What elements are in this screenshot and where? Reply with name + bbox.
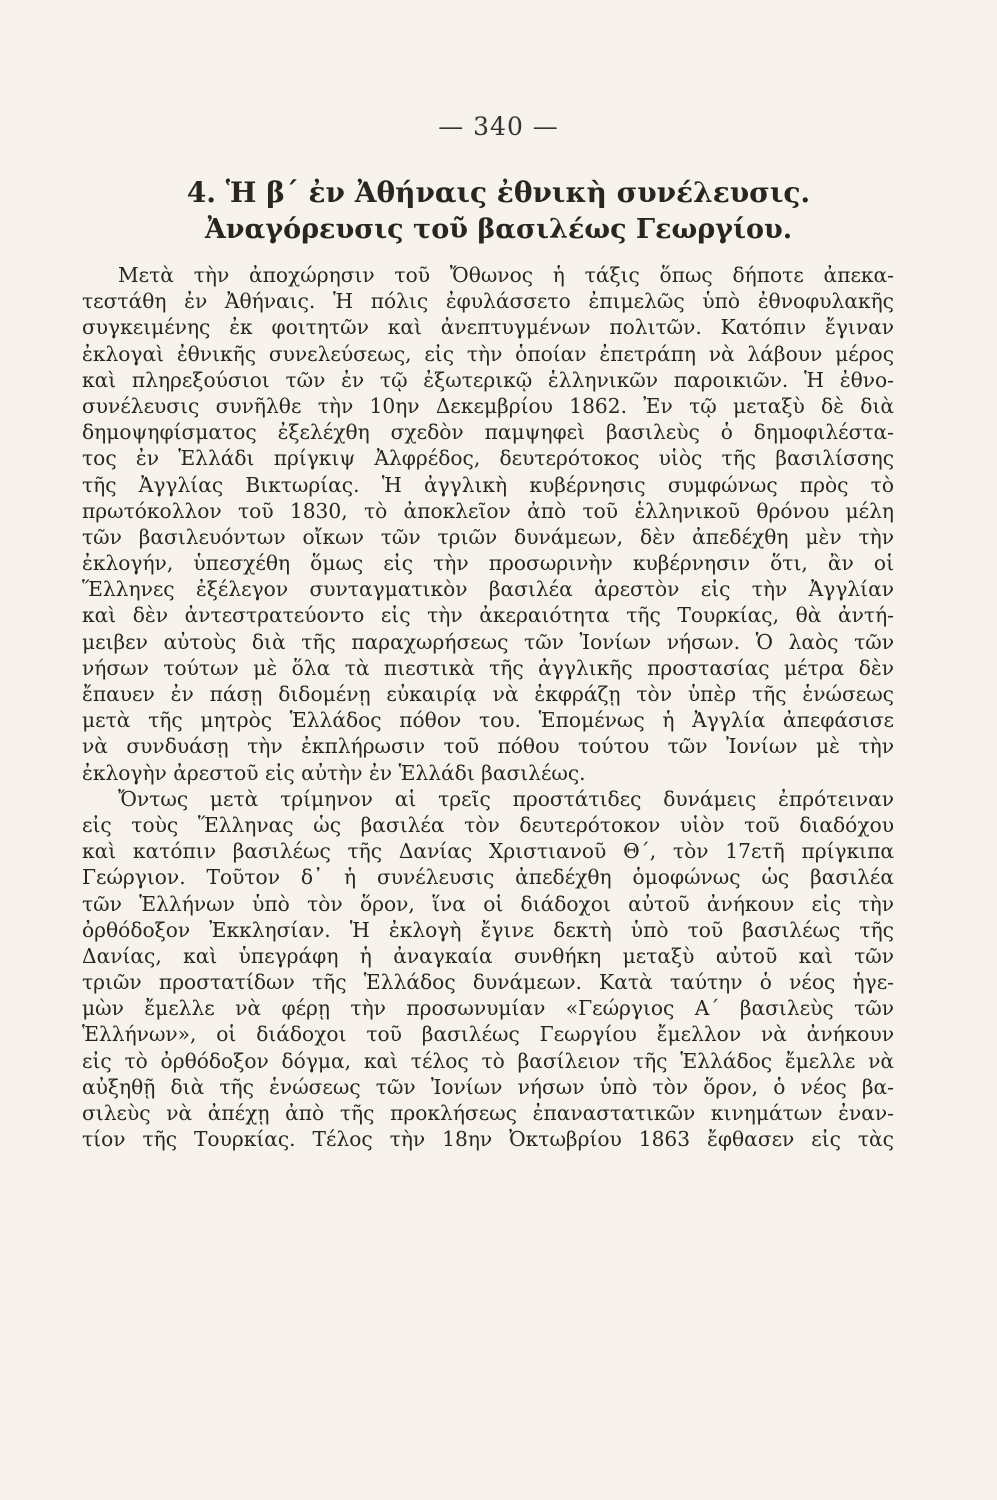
text-line: μετὰ τῆς μητρὸς Ἑλλάδος πόθον του. Ἑπομένως ἡ Ἀγγλία ἀπεφάσισε [82,708,894,733]
text-line: Δανίας, καὶ ὑπεγράφη ἡ ἀναγκαία συνθήκη μεταξὺ αὐτοῦ καὶ τῶν [82,943,894,968]
text-line: Γεώργιον. Τοῦτον δ᾽ ἡ συνέλευσις ἀπεδέχθη ὁμοφώνως ὡς βασιλέα [82,865,894,890]
text-line: καὶ πληρεξούσιοι τῶν ἐν τῷ ἐξωτερικῷ ἑλληνικῶν παροικιῶν. Ἡ ἐθνο- [82,367,894,392]
text-line: ὀρθόδοξον Ἐκκλησίαν. Ἡ ἐκλογὴ ἔγινε δεκτὴ ὑπὸ τοῦ βασιλέως τῆς [82,917,894,942]
text-line: τεστάθη ἐν Ἀθήναις. Ἡ πόλις ἐφυλάσσετο ἐπιμελῶς ὑπὸ ἐθνοφυλακῆς [82,289,894,314]
page-number: — 340 — [438,112,559,141]
text-line: τριῶν προστατίδων τῆς Ἑλλάδος δυνάμεων. Κατὰ ταύτην ὁ νέος ἡγε- [82,970,894,995]
text-line: συγκειμένης ἐκ φοιτητῶν καὶ ἀνεπτυγμένων πολιτῶν. Κατόπιν ἔγιναν [82,315,894,340]
text-line: μὼν ἔμελλε νὰ φέρῃ τὴν προσωνυμίαν «Γεώργιος Α΄ βασιλεὺς τῶν [82,996,894,1021]
text-line: πρωτόκολλον τοῦ 1830, τὸ ἀποκλεῖον ἀπὸ τοῦ ἑλληνικοῦ θρόνου μέλη [82,498,894,523]
text-line: Ὄντως μετὰ τρίμηνον αἱ τρεῖς προστάτιδες δυνάμεις ἐπρότειναν [118,786,894,811]
text-line: εἰς τὸ ὀρθόδοξον δόγμα, καὶ τέλος τὸ βασίλειον τῆς Ἑλλάδος ἔμελλε νὰ [82,1048,894,1073]
section-heading: 4. Ἡ β΄ ἐν Ἀθήναις ἐθνικὴ συνέλευσις. [186,176,811,209]
text-line: καὶ κατόπιν βασιλέως τῆς Δανίας Χριστιανοῦ Θ΄, τὸν 17ετῆ πρίγκιπα [82,839,894,864]
text-line: ἔπαυεν ἐν πάσῃ διδομένῃ εὐκαιρίᾳ νὰ ἐκφράζῃ τὸν ὑπὲρ τῆς ἑνώσεως [82,682,894,706]
text-line: νὰ συνδυάσῃ τὴν ἐκπλήρωσιν τοῦ πόθου τούτου τῶν Ἰονίων μὲ τὴν [82,734,894,759]
text-line: τῆς Ἀγγλίας Βικτωρίας. Ἡ ἀγγλικὴ κυβέρνησις συμφώνως πρὸς τὸ [82,472,894,497]
text-line: συνέλευσις συνῆλθε τὴν 10ην Δεκεμβρίου 1862. Ἐν τῷ μεταξὺ δὲ διὰ [82,393,894,418]
text-line: τῶν Ἑλλήνων ὑπὸ τὸν ὅρον, ἵνα οἱ διάδοχοι αὐτοῦ ἀνήκουν εἰς τὴν [82,891,894,916]
text-line: δημοψηφίσματος ἐξελέχθη σχεδὸν παμψηφεὶ βασιλεὺς ὁ δημοφιλέστα- [82,420,894,445]
text-line: ἐκλογὴν ἀρεστοῦ εἰς αὐτὴν ἐν Ἑλλάδι βασιλέως. [82,760,586,785]
text-line: τος ἐν Ἑλλάδι πρίγκιψ Ἀλφρέδος, δευτερότοκος υἱὸς τῆς βασιλίσσης [82,446,894,471]
text-line: εἰς τοὺς Ἕλληνας ὡς βασιλέα τὸν δευτερότοκον υἱὸν τοῦ διαδόχου [82,812,894,837]
text-line: ἐκλογήν, ὑπεσχέθη ὅμως εἰς τὴν προσωρινὴν κυβέρνησιν ὅτι, ἂν οἱ [82,551,894,576]
text-line: Ἕλληνες ἐξέλεγον συνταγματικὸν βασιλέα ἀρεστὸν εἰς τὴν Ἀγγλίαν [82,577,894,602]
text-line: μειβεν αὐτοὺς διὰ τῆς παραχωρήσεως τῶν Ἰονίων νήσων. Ὁ λαὸς τῶν [82,629,894,654]
text-line: νήσων τούτων μὲ ὅλα τὰ πιεστικὰ τῆς ἀγγλικῆς προστασίας μέτρα δὲν [82,655,894,680]
text-line: Ἑλλήνων», οἱ διάδοχοι τοῦ βασιλέως Γεωργίου ἔμελλον νὰ ἀνήκουν [82,1022,894,1047]
text-line: τίον τῆς Τουρκίας. Τέλος τὴν 18ην Ὀκτωβρίου 1863 ἔφθασεν εἰς τὰς [82,1127,894,1152]
text-line: τῶν βασιλευόντων οἴκων τῶν τριῶν δυνάμεων, δὲν ἀπεδέχθη μὲν τὴν [82,524,894,549]
text-line: καὶ δὲν ἀντεστρατεύοντο εἰς τὴν ἀκεραιότητα τῆς Τουρκίας, θὰ ἀντή- [82,603,894,628]
text-line: ἐκλογαὶ ἐθνικῆς συνελεύσεως, εἰς τὴν ὁποίαν ἐπετράπη νὰ λάβουν μέρος [82,341,894,366]
text-line: αὐξηθῇ διὰ τῆς ἑνώσεως τῶν Ἰονίων νήσων ὑπὸ τὸν ὅρον, ὁ νέος βα- [82,1074,894,1099]
body-text [82,262,894,1152]
text-line: σιλεὺς νὰ ἀπέχῃ ἀπὸ τῆς προκλήσεως ἐπαναστατικῶν κινημάτων ἐναν- [82,1101,894,1125]
text-line: Μετὰ τὴν ἀποχώρησιν τοῦ Ὄθωνος ἡ τάξις ὅπως δήποτε ἀπεκα- [118,263,894,287]
section-subheading: Ἀναγόρευσις τοῦ βασιλέως Γεωργίου. [204,214,793,245]
